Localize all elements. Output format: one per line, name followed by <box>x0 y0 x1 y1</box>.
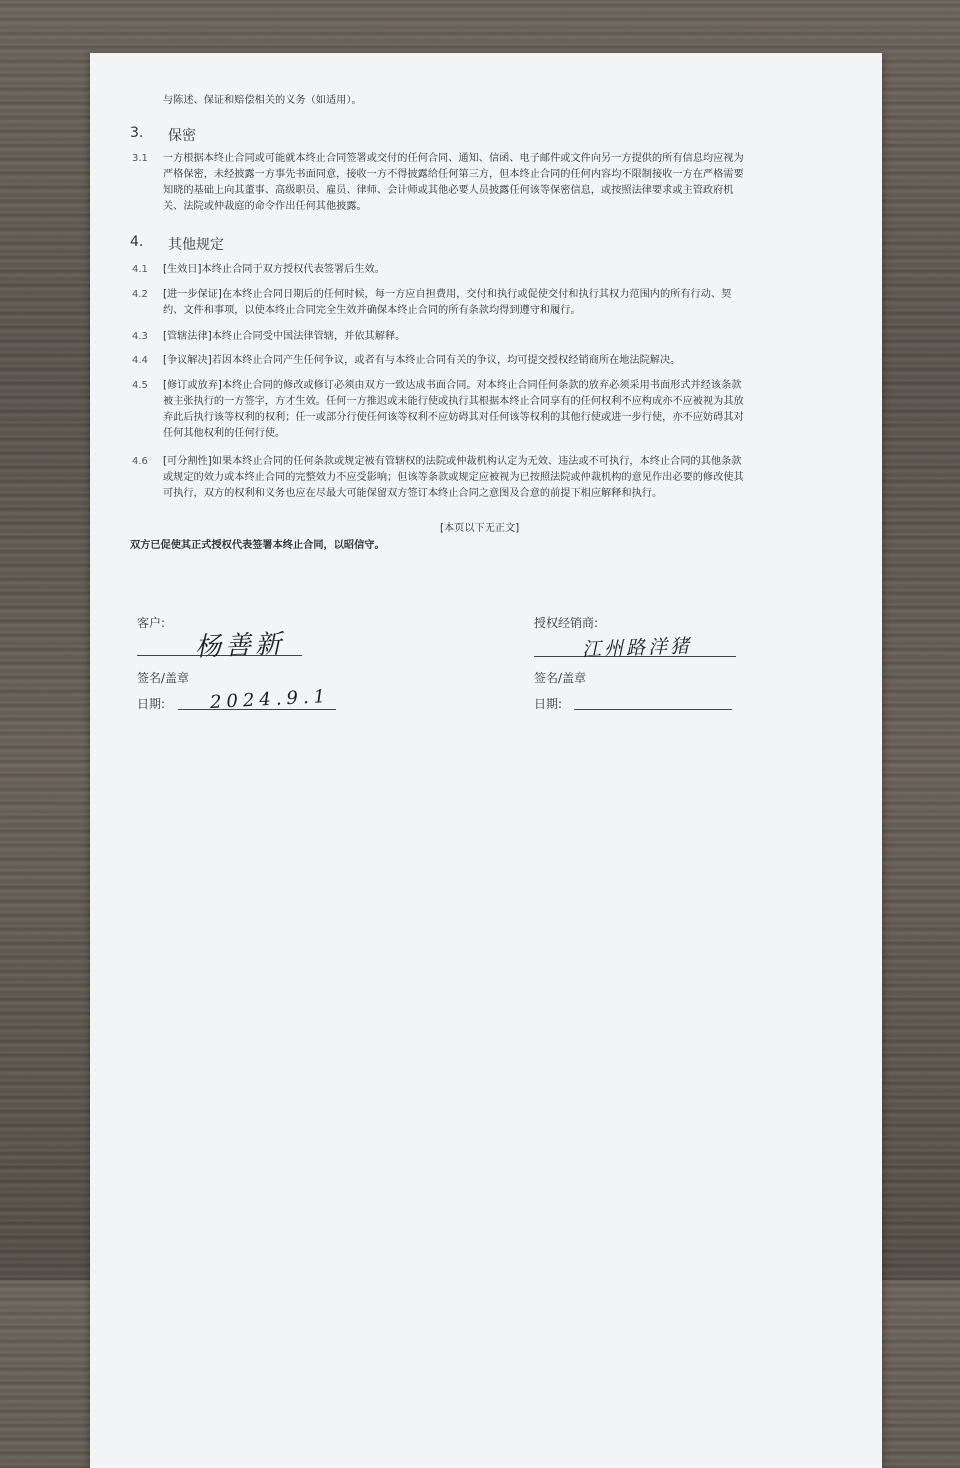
customer-label: 客户: <box>137 616 166 630</box>
distributor-sign-label: 签名/盖章 <box>534 671 587 685</box>
distributor-handwritten-signature: 江州路洋猪 <box>581 635 693 661</box>
clause-number: 3.1 <box>132 153 148 164</box>
clause-3-1-line-2: 严格保密，未经披露一方事先书面同意，接收一方不得披露给任何第三方，但本终止合同的任何内容均不限制接收一方在严格需要 <box>163 169 744 180</box>
clause-4-6-line-1: [可分割性]如果本终止合同的任何条款或规定被有管辖权的法院或仲裁机构认定为无效、违法或不可执行，本终止合同的其他条款 <box>163 456 742 467</box>
document-page <box>90 53 882 1468</box>
clause-4-3-line-1: [管辖法律]本终止合同受中国法律管辖，并依其解释。 <box>163 331 406 342</box>
clause-4-5-line-4: 任何其他权利的任何行使。 <box>163 428 286 439</box>
section-4-title: 其他规定 <box>168 237 224 253</box>
clause-number: 4.3 <box>132 331 148 342</box>
distributor-date-label: 日期: <box>534 697 563 711</box>
customer-sign-label: 签名/盖章 <box>137 671 190 685</box>
customer-date-label: 日期: <box>137 697 166 711</box>
clause-4-6-line-2: 或规定的效力或本终止合同的完整效力不应受影响；但该等条款或规定应被视为已按照法院或仲裁机构的意见作出必要的修改使其 <box>163 472 744 483</box>
clause-number: 4.4 <box>132 355 148 366</box>
distributor-label: 授权经销商: <box>534 616 599 630</box>
clause-number: 4.1 <box>132 264 148 275</box>
clause-3-1-line-3: 知晓的基础上向其董事、高级职员、雇员、律师、会计师或其他必要人员披露任何该等保密信息，或按照法律要求或主管政府机 <box>163 185 734 196</box>
clause-4-5-line-3: 弃此后执行该等权利的权利；任一或部分行使任何该等权利不应妨碍其对任何该等权利的其他行使或进一步行使，亦不应妨碍其对 <box>163 412 744 423</box>
clause-4-2-line-1: [进一步保证]在本终止合同日期后的任何时候，每一方应自担费用，交付和执行或促使交付和执行其权力范围内的所有行动、契 <box>163 289 732 300</box>
witness-line: 双方已促使其正式授权代表签署本终止合同，以昭信守。 <box>130 540 385 551</box>
clause-4-4-line-1: [争议解决]若因本终止合同产生任何争议，或者有与本终止合同有关的争议，均可提交授权经销商所在地法院解决。 <box>163 355 681 366</box>
continuation-line: 与陈述、保证和赔偿相关的义务（如适用）。 <box>163 95 362 106</box>
clause-4-6-line-3: 可执行，双方的权利和义务也应在尽最大可能保留双方签订本终止合同之意图及合意的前提下相应解释和执行。 <box>163 488 663 499</box>
section-3-title: 保密 <box>168 128 196 144</box>
clause-3-1-line-1: 一方根据本终止合同或可能就本终止合同签署或交付的任何合同、通知、信函、电子邮件或文件向另一方提供的所有信息均应视为 <box>163 153 744 164</box>
clause-number: 4.5 <box>132 380 148 391</box>
clause-4-1-line-1: [生效日]本终止合同于双方授权代表签署后生效。 <box>163 264 385 275</box>
section-3-number: 3. <box>130 125 144 141</box>
clause-4-2-line-2: 约、文件和事项，以使本终止合同完全生效并确保本终止合同的所有条款均得到遵守和履行。 <box>163 305 581 316</box>
customer-handwritten-date: 2024.9.1 <box>209 685 331 714</box>
clause-4-5-line-2: 被主张执行的一方签字，方才生效。任何一方推迟或未能行使或执行其根据本终止合同享有的任何权利不应构成亦不应被视为其放 <box>163 396 744 407</box>
clause-number: 4.2 <box>132 289 148 300</box>
section-4-number: 4. <box>130 234 144 250</box>
no-text-below-note: [本页以下无正文] <box>440 523 520 534</box>
clause-4-5-line-1: [修订或放弃]本终止合同的修改或修订必须由双方一致达成书面合同。对本终止合同任何条款的放弃必须采用书面形式并经该条款 <box>163 380 742 391</box>
customer-handwritten-signature: 杨善新 <box>194 629 286 663</box>
clause-number: 4.6 <box>132 456 148 467</box>
clause-3-1-line-4: 关、法院或仲裁庭的命令作出任何其他披露。 <box>163 201 367 212</box>
distributor-date-line <box>574 709 732 710</box>
